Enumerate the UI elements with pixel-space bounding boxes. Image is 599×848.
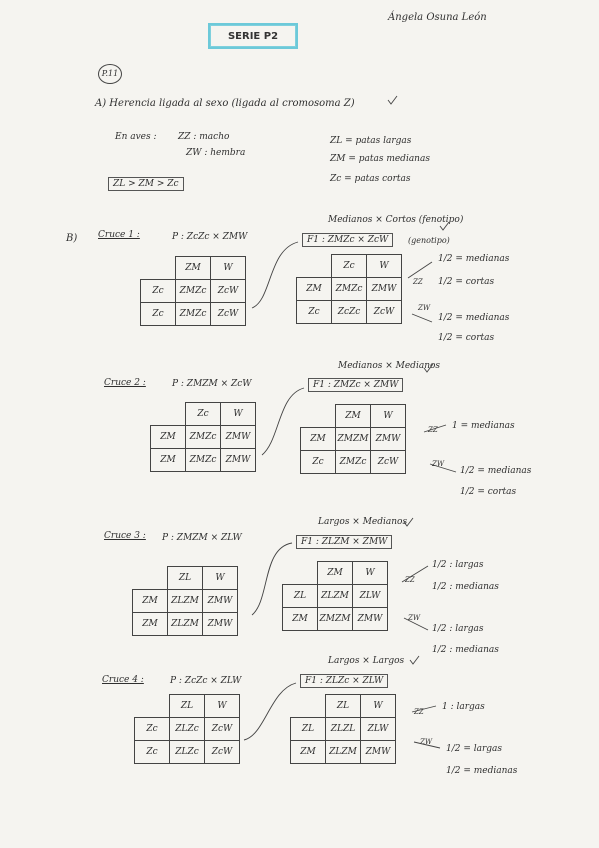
cruce-3-result: 1/2 : medianas [432, 582, 499, 592]
cruce-2-connector [262, 388, 304, 455]
cruce-2-f1-caption: Medianos × Medianos [338, 361, 441, 371]
arrow-right-icon [430, 464, 456, 472]
cruce-2-result: 1 = medianas [452, 421, 515, 431]
arrow-right-icon [414, 742, 440, 748]
cruce-1-f1-note: (genotipo) [408, 236, 450, 245]
arrow-right-icon [404, 618, 428, 630]
zl-long: ZL = patas largas [330, 136, 412, 146]
arrow-right-icon [408, 262, 432, 278]
cruce-4-zz-label: ZZ [414, 708, 424, 716]
cruce-4-zw-label: ZW [420, 738, 433, 746]
cruce-2-result: 1/2 = cortas [460, 487, 517, 497]
cruce-1-result: 1/2 = cortas [438, 277, 495, 287]
cruce-3-result: 1/2 : largas [432, 624, 484, 634]
cruce-2-parents: P : ZMZM × ZcW [172, 379, 252, 389]
cruce-1-connector [252, 242, 298, 308]
cruce-1-f1-table: Zc W ZM ZMZc ZMW Zc ZcZc ZcW [296, 254, 402, 324]
cruce-3-result: 1/2 : medianas [432, 645, 499, 655]
arrow-right-icon [412, 706, 436, 712]
problem-number: P.11 [98, 64, 122, 84]
cruce-3-title: Cruce 3 : [104, 531, 146, 541]
cruce-3-zz-label: ZZ [405, 576, 415, 584]
cruce-1-f1: F1 : ZMZc × ZcW [302, 233, 393, 247]
dominance-order: ZL > ZM > Zc [108, 177, 184, 191]
arrow-right-icon [424, 425, 446, 432]
cruce-1-parents: P : ZcZc × ZMW [172, 232, 248, 242]
cruce-4-connector [244, 683, 296, 740]
cruce-2-f1: F1 : ZMZc × ZMW [308, 378, 403, 392]
arrow-right-icon [402, 566, 428, 582]
cruce-3-f1-table: ZM W ZL ZLZM ZLW ZM ZMZM ZMW [282, 561, 388, 631]
cruce-4-f1-caption: Largos × Largos [328, 656, 405, 666]
check-icon [388, 96, 397, 104]
cruce-2-title: Cruce 2 : [104, 378, 146, 388]
check-icon [404, 518, 413, 526]
cruce-1-f1-caption: Medianos × Cortos (fenotipo) [328, 215, 464, 225]
cruce-1-result: 1/2 = cortas [438, 333, 495, 343]
cruce-2-result: 1/2 = medianas [460, 466, 532, 476]
arrow-right-icon [412, 314, 432, 322]
cruce-2-zz-label: ZZ [428, 426, 438, 434]
cruce-4-result: 1/2 = medianas [446, 766, 518, 776]
cruce-3-parents: P : ZMZM × ZLW [162, 533, 242, 543]
cruce-4-result: 1/2 = largas [446, 744, 503, 754]
cruce-1-title: Cruce 1 : [98, 230, 140, 240]
cruce-1-zw-label: ZW [418, 304, 431, 312]
zc-short: Zc = patas cortas [330, 174, 411, 184]
cruce-4-parents: P : ZcZc × ZLW [170, 676, 242, 686]
cruce-3-f1: F1 : ZLZM × ZMW [296, 535, 392, 549]
check-icon [440, 222, 449, 230]
cruce-3-result: 1/2 : largas [432, 560, 484, 570]
series-title: SERIE P2 [208, 23, 298, 49]
cruce-1-zz-label: ZZ [413, 278, 423, 286]
cruce-1-result: 1/2 = medianas [438, 313, 510, 323]
cruce-4-title: Cruce 4 : [102, 675, 144, 685]
cruce-1-parent-table: ZM W Zc ZMZc ZcW Zc ZMZc ZcW [140, 256, 246, 326]
cruce-3-parent-table: ZL W ZM ZLZM ZMW ZM ZLZM ZMW [132, 566, 238, 636]
zw-female: ZW : hembra [186, 148, 246, 158]
author-name: Ángela Osuna León [388, 12, 487, 23]
cruce-2-f1-table: ZM W ZM ZMZM ZMW Zc ZMZc ZcW [300, 404, 406, 474]
cruce-4-result: 1 : largas [442, 702, 485, 712]
zm-medium: ZM = patas medianas [330, 154, 430, 164]
zz-male: ZZ : macho [178, 132, 230, 142]
part-b-label: B) [66, 233, 78, 244]
cruce-4-parent-table: ZL W Zc ZLZc ZcW Zc ZLZc ZcW [134, 694, 240, 764]
check-icon [410, 656, 419, 664]
check-icon [424, 364, 433, 372]
cruce-3-f1-caption: Largos × Medianos [318, 517, 408, 527]
cruce-1-result: 1/2 = medianas [438, 254, 510, 264]
cruce-3-zw-label: ZW [408, 614, 421, 622]
part-a-statement: A) Herencia ligada al sexo (ligada al cromosoma Z) [95, 98, 355, 109]
cruce-2-parent-table: Zc W ZM ZMZc ZMW ZM ZMZc ZMW [150, 402, 256, 472]
cruce-4-f1: F1 : ZLZc × ZLW [300, 674, 388, 688]
cruce-4-f1-table: ZL W ZL ZLZL ZLW ZM ZLZM ZMW [290, 694, 396, 764]
cruce-3-connector [252, 543, 292, 615]
birds-label: En aves : [115, 132, 157, 142]
cruce-2-zw-label: ZW [432, 460, 445, 468]
